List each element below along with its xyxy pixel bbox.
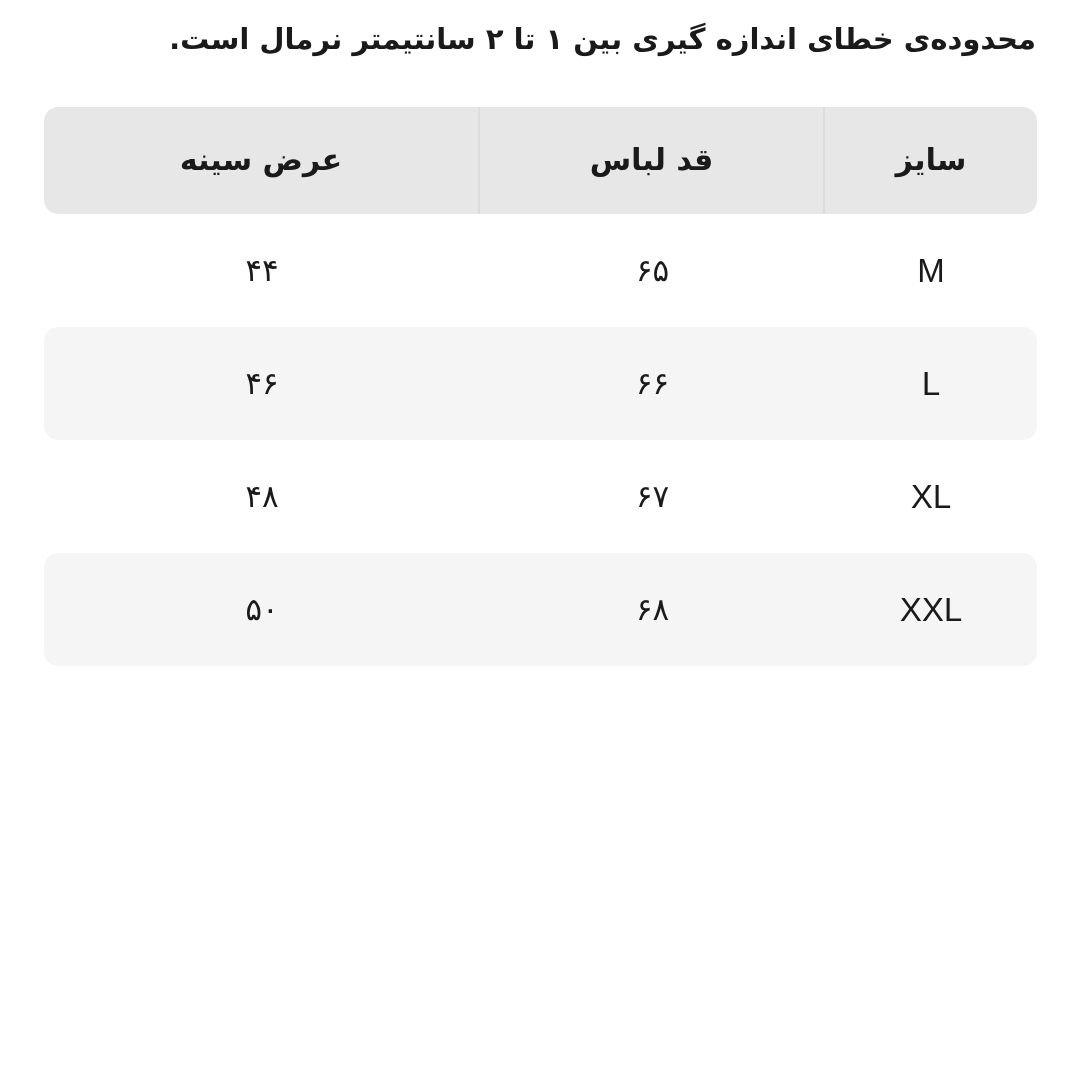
size-chart-body	[44, 214, 1037, 666]
measurement-tolerance-note: محدوده‌ی خطای اندازه گیری بین ۱ تا ۲ سانتیمتر نرمال است.	[169, 22, 1036, 56]
header-chest-width: عرض سینه	[44, 107, 480, 214]
header-garment-length: قد لباس	[480, 107, 825, 214]
chest-value: ۴۸	[245, 478, 279, 515]
table-row	[44, 553, 1037, 666]
table-row	[44, 440, 1037, 553]
header-row	[44, 107, 1037, 214]
size-value: XL	[910, 477, 952, 515]
size-value: XXL	[825, 553, 1037, 666]
length-value: ۶۸	[480, 553, 825, 666]
length-value: ۶۵	[635, 252, 670, 289]
chest-value: ۵۰	[44, 553, 480, 666]
table-row	[44, 214, 1037, 327]
size-chart-table	[44, 107, 1037, 666]
size-value: L	[825, 327, 1037, 440]
header-size: سایز	[825, 107, 1037, 214]
table-row	[44, 327, 1037, 440]
size-chart-header	[44, 107, 1037, 214]
chest-value: ۴۶	[44, 327, 480, 440]
chest-value: ۴۴	[245, 252, 279, 289]
size-value: M	[917, 251, 945, 289]
length-value: ۶۶	[480, 327, 825, 440]
length-value: ۶۷	[635, 478, 670, 515]
